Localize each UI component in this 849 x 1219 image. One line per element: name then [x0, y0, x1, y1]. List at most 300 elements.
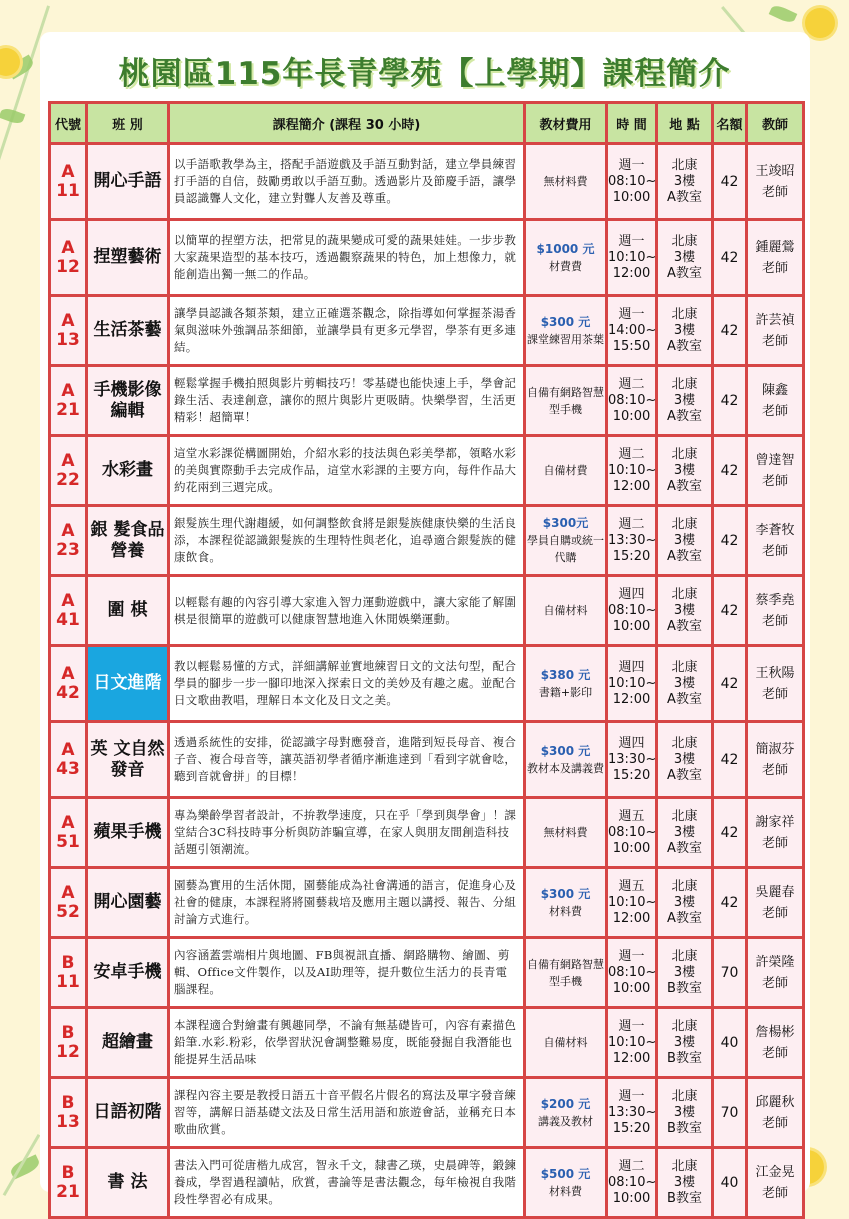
course-place-floor: 3樓 [673, 392, 696, 408]
course-quota: 42 [713, 366, 747, 436]
course-code-number: 22 [56, 469, 80, 490]
course-teacher-name: 邱麗秋 [755, 1094, 795, 1110]
course-fee-note: 自備材費 [543, 464, 588, 477]
course-place-cell [657, 722, 713, 798]
course-fee-cell [525, 436, 607, 506]
course-teacher-name: 許榮隆 [755, 954, 795, 970]
course-place-room: A教室 [667, 408, 702, 424]
course-fee-cell [525, 144, 607, 220]
course-day: 週一 [618, 1088, 645, 1104]
course-teacher-title: 老師 [761, 1045, 788, 1061]
course-quota: 70 [713, 938, 747, 1008]
course-place-room: A教室 [667, 910, 702, 926]
course-quota: 42 [713, 868, 747, 938]
course-name: 安卓手機 [87, 938, 169, 1008]
course-place-room: A教室 [667, 548, 702, 564]
course-time-start: 10:10~ [608, 894, 657, 910]
course-time-start: 10:10~ [608, 249, 657, 265]
course-name: 英 文自然發音 [87, 722, 169, 798]
course-place-building: 北康 [671, 586, 698, 602]
course-place-cell [657, 938, 713, 1008]
header-desc: 課程簡介 (課程 30 小時) [169, 103, 525, 144]
course-teacher-cell [747, 506, 804, 576]
course-time-cell [607, 798, 657, 868]
course-day: 週二 [618, 376, 645, 392]
course-description: 讓學員認識各類茶類，建立正確選茶觀念，除指導如何掌握茶湯香氣與滋味外強調品茶細節，並讓學員有更多元學習，學茶有更多連結。 [169, 296, 525, 366]
course-place-building: 北康 [671, 157, 698, 173]
course-name: 書 法 [87, 1148, 169, 1218]
course-description: 教以輕鬆易懂的方式，詳細講解並實地練習日文的文法句型，配合學員的腳步一步一腳印地深入探索日文的美妙及有趣之處。並配合日文歌曲教唱，理解日本文化及日文之美。 [169, 646, 525, 722]
course-time-end: 15:50 [612, 338, 651, 354]
course-place-room: A教室 [667, 767, 702, 783]
course-code-letter: B [61, 952, 75, 973]
course-day: 週二 [618, 1158, 645, 1174]
course-time-start: 10:10~ [608, 462, 657, 478]
course-teacher-cell [747, 868, 804, 938]
course-fee-note: 講義及教材 [538, 1114, 593, 1128]
course-code-cell [50, 296, 87, 366]
course-code-letter: A [61, 520, 75, 541]
course-day: 週四 [618, 659, 645, 675]
course-description: 園藝為實用的生活休閒，園藝能成為社會溝通的語言，促進身心及社會的健康，本課程將將園藝栽培及應用主題以講授、報告、分組討論方式進行。 [169, 868, 525, 938]
course-name: 手機影像編輯 [87, 366, 169, 436]
course-description: 以手語歌教學為主，搭配手語遊戲及手語互動對話，建立學員練習打手語的自信，鼓勵勇敢以手語互動。透過影片及節慶手語，讓學員認識聾人文化，建立對聾人友善及尊重。 [169, 144, 525, 220]
course-teacher-cell [747, 722, 804, 798]
header-place: 地 點 [657, 103, 713, 144]
course-description: 以簡單的捏塑方法，把常見的蔬果變成可愛的蔬果娃娃。一步步教大家蔬果造型的基本技巧，透過觀察蔬果的特色，加上想像力，就能創造出獨一無二的作品。 [169, 220, 525, 296]
course-day: 週五 [618, 878, 645, 894]
course-time-start: 14:00~ [608, 322, 657, 338]
course-code-cell [50, 366, 87, 436]
course-place-room: A教室 [667, 189, 702, 205]
course-fee-note: 材料費 [549, 1184, 582, 1198]
course-place-cell [657, 1078, 713, 1148]
course-quota: 42 [713, 798, 747, 868]
course-teacher-cell [747, 1148, 804, 1218]
course-code-number: 11 [56, 180, 80, 201]
course-time-start: 08:10~ [608, 392, 657, 408]
course-code-letter: A [61, 663, 75, 684]
course-place-building: 北康 [671, 516, 698, 532]
course-quota: 40 [713, 1148, 747, 1218]
course-day: 週一 [618, 157, 645, 173]
course-quota: 42 [713, 576, 747, 646]
course-description: 內容涵蓋雲端相片與地圖、FB與視訊直播、網路購物、繪圖、剪輯、Office文件製作，以及AI助理等，提升數位生活力的長青電腦課程。 [169, 938, 525, 1008]
course-code-number: 21 [56, 1181, 80, 1202]
course-fee-amount: $300 元 [540, 743, 591, 758]
course-teacher-title: 老師 [761, 975, 788, 991]
course-teacher-title: 老師 [761, 543, 788, 559]
course-code-letter: A [61, 739, 75, 760]
course-time-cell [607, 722, 657, 798]
course-day: 週一 [618, 1018, 645, 1034]
course-fee-amount: $1000 元 [536, 241, 595, 256]
course-teacher-title: 老師 [761, 835, 788, 851]
course-place-building: 北康 [671, 306, 698, 322]
course-fee-cell [525, 296, 607, 366]
course-teacher-name: 曾達智 [755, 452, 795, 468]
header-code: 代號 [50, 103, 87, 144]
course-teacher-title: 老師 [761, 1115, 788, 1131]
course-teacher-name: 謝家祥 [755, 814, 795, 830]
course-place-building: 北康 [671, 1018, 698, 1034]
course-time-end: 15:20 [612, 1120, 651, 1136]
course-teacher-title: 老師 [761, 333, 788, 349]
course-fee-cell [525, 220, 607, 296]
course-place-building: 北康 [671, 1158, 698, 1174]
course-place-floor: 3樓 [673, 751, 696, 767]
course-teacher-cell [747, 296, 804, 366]
table-row [50, 868, 804, 938]
course-day: 週二 [618, 446, 645, 462]
table-row [50, 798, 804, 868]
course-code-cell [50, 1148, 87, 1218]
table-row [50, 938, 804, 1008]
course-place-room: A教室 [667, 618, 702, 634]
course-code-number: 23 [56, 539, 80, 560]
course-fee-amount: $300 元 [540, 886, 591, 901]
header-time: 時 間 [607, 103, 657, 144]
course-time-end: 10:00 [612, 840, 651, 856]
table-row [50, 144, 804, 220]
course-name: 蘋果手機 [87, 798, 169, 868]
course-name: 開心園藝 [87, 868, 169, 938]
course-fee-cell [525, 798, 607, 868]
course-fee-amount: $200 元 [540, 1096, 591, 1111]
course-description: 銀髮族生理代謝趨緩，如何調整飲食將是銀髮族健康快樂的生活良添，本課程從認識銀髮族的生理特性與老化，追尋適合銀髮族的健康飲食。 [169, 506, 525, 576]
course-time-start: 10:10~ [608, 1034, 657, 1050]
header-quota: 名額 [713, 103, 747, 144]
course-time-cell [607, 868, 657, 938]
course-code-number: 13 [56, 329, 80, 350]
course-teacher-cell [747, 798, 804, 868]
course-time-start: 10:10~ [608, 675, 657, 691]
course-teacher-title: 老師 [761, 403, 788, 419]
course-time-end: 12:00 [612, 691, 651, 707]
course-place-cell [657, 798, 713, 868]
course-time-end: 10:00 [612, 618, 651, 634]
course-code-cell [50, 938, 87, 1008]
course-description: 本課程適合對繪畫有興趣同學，不論有無基礎皆可，內容有素描色鉛筆.水彩.粉彩，依學習狀況會調整難易度，既能發掘自我潛能也能提昇生活品味 [169, 1008, 525, 1078]
course-name: 日語初階 [87, 1078, 169, 1148]
course-fee-cell [525, 938, 607, 1008]
course-teacher-name: 江金晃 [755, 1164, 795, 1180]
course-code-number: 41 [56, 609, 80, 630]
course-quota: 42 [713, 296, 747, 366]
course-teacher-title: 老師 [761, 473, 788, 489]
course-code-letter: A [61, 237, 75, 258]
table-row [50, 296, 804, 366]
course-place-floor: 3樓 [673, 532, 696, 548]
page-title: 桃園區115年長青學苑【上學期】課程簡介 [118, 56, 731, 92]
course-code-cell [50, 1008, 87, 1078]
course-teacher-name: 詹楊彬 [755, 1024, 795, 1040]
course-description: 以輕鬆有趣的內容引導大家進入智力運動遊戲中，讓大家能了解圍棋是很簡單的遊戲可以健康智慧地進入休閒娛樂運動。 [169, 576, 525, 646]
course-description: 輕鬆掌握手機拍照與影片剪輯技巧！零基礎也能快速上手，學會記錄生活、表達創意，讓你的照片與影片更吸睛。快樂學習，生活更精彩！超簡單！ [169, 366, 525, 436]
course-fee-amount: $300 元 [540, 314, 591, 329]
course-time-end: 12:00 [612, 910, 651, 926]
course-fee-note: 學員自購或統一代購 [527, 534, 604, 564]
table-row [50, 436, 804, 506]
course-code-letter: A [61, 310, 75, 331]
course-code-number: 21 [56, 399, 80, 420]
course-place-cell [657, 1148, 713, 1218]
course-teacher-title: 老師 [761, 905, 788, 921]
course-code-number: 13 [56, 1111, 80, 1132]
course-day: 週一 [618, 306, 645, 322]
course-description: 專為樂齡學習者設計，不拚教學速度，只在乎「學到與學會」！課堂結合3C科技時事分析與防詐騙宣導，在家人與朋友間創造科技話題引領潮流。 [169, 798, 525, 868]
course-place-building: 北康 [671, 735, 698, 751]
course-code-cell [50, 576, 87, 646]
course-time-end: 15:20 [612, 548, 651, 564]
course-time-start: 08:10~ [608, 824, 657, 840]
course-place-floor: 3樓 [673, 462, 696, 478]
course-code-letter: B [61, 1022, 75, 1043]
course-quota: 42 [713, 506, 747, 576]
course-fee-cell [525, 506, 607, 576]
course-teacher-cell [747, 436, 804, 506]
course-teacher-cell [747, 1078, 804, 1148]
course-fee-note: 無材料費 [543, 826, 588, 839]
course-fee-note: 材費費 [549, 259, 582, 273]
table-row [50, 220, 804, 296]
course-teacher-cell [747, 366, 804, 436]
header-class: 班 別 [87, 103, 169, 144]
header-teacher: 教師 [747, 103, 804, 144]
course-teacher-name: 蔡季堯 [755, 592, 795, 608]
course-fee-cell [525, 868, 607, 938]
course-place-floor: 3樓 [673, 1174, 696, 1190]
course-description: 這堂水彩課從構圖開始，介紹水彩的技法與色彩美學都，領略水彩的美與實際動手去完成作品，這堂水彩課的主要方向，每件作品大約花兩到三週完成。 [169, 436, 525, 506]
course-time-cell [607, 1008, 657, 1078]
course-code-number: 43 [56, 758, 80, 779]
course-place-building: 北康 [671, 948, 698, 964]
course-code-letter: B [61, 1162, 75, 1183]
course-place-cell [657, 506, 713, 576]
course-time-end: 12:00 [612, 478, 651, 494]
course-code-letter: A [61, 450, 75, 471]
course-place-building: 北康 [671, 376, 698, 392]
course-quota: 40 [713, 1008, 747, 1078]
course-place-floor: 3樓 [673, 322, 696, 338]
course-place-building: 北康 [671, 1088, 698, 1104]
course-time-cell [607, 938, 657, 1008]
course-quota: 42 [713, 646, 747, 722]
course-code-letter: B [61, 1092, 75, 1113]
course-place-building: 北康 [671, 808, 698, 824]
course-place-floor: 3樓 [673, 602, 696, 618]
course-time-start: 13:30~ [608, 1104, 657, 1120]
table-row [50, 1078, 804, 1148]
course-place-building: 北康 [671, 233, 698, 249]
course-place-cell [657, 646, 713, 722]
course-code-cell [50, 144, 87, 220]
course-code-cell [50, 798, 87, 868]
course-fee-note: 課堂練習用茶葉 [527, 332, 604, 346]
course-teacher-cell [747, 938, 804, 1008]
course-name: 圍 棋 [87, 576, 169, 646]
course-place-building: 北康 [671, 878, 698, 894]
course-time-end: 10:00 [612, 980, 651, 996]
course-teacher-name: 王竣昭 [755, 163, 795, 179]
course-teacher-title: 老師 [761, 1185, 788, 1201]
course-teacher-name: 吳麗春 [755, 884, 795, 900]
course-time-start: 13:30~ [608, 751, 657, 767]
course-quota: 42 [713, 220, 747, 296]
course-code-cell [50, 220, 87, 296]
course-name: 銀 髮食品營養 [87, 506, 169, 576]
course-fee-cell [525, 722, 607, 798]
course-time-cell [607, 646, 657, 722]
course-teacher-name: 簡淑芬 [755, 741, 795, 757]
course-description: 書法入門可從唐楷九成宮，智永千文，隸書乙瑛，史晨碑等，鍛鍊養成，學習過程讀帖，欣賞，書論等是書法觀念，每年檢視自我階段性學習必有成果。 [169, 1148, 525, 1218]
course-time-start: 08:10~ [608, 1174, 657, 1190]
course-place-floor: 3樓 [673, 1104, 696, 1120]
course-time-cell [607, 220, 657, 296]
course-quota: 42 [713, 436, 747, 506]
course-time-cell [607, 506, 657, 576]
course-place-room: B教室 [667, 1120, 702, 1136]
course-fee-note: 自備有網路智慧型手機 [527, 385, 604, 416]
course-code-cell [50, 436, 87, 506]
course-place-floor: 3樓 [673, 675, 696, 691]
course-quota: 42 [713, 144, 747, 220]
table-row [50, 1148, 804, 1218]
table-row [50, 646, 804, 722]
course-place-cell [657, 220, 713, 296]
course-fee-amount: $380 元 [540, 667, 591, 682]
course-time-cell [607, 1148, 657, 1218]
course-fee-amount: $500 元 [540, 1166, 591, 1181]
course-time-cell [607, 436, 657, 506]
course-fee-cell [525, 1008, 607, 1078]
table-row [50, 506, 804, 576]
course-time-start: 08:10~ [608, 964, 657, 980]
course-place-floor: 3樓 [673, 173, 696, 189]
course-time-end: 10:00 [612, 189, 651, 205]
table-header-row [50, 103, 804, 144]
course-name: 日文進階 [87, 646, 169, 722]
course-time-end: 12:00 [612, 1050, 651, 1066]
table-row [50, 576, 804, 646]
course-name: 捏塑藝術 [87, 220, 169, 296]
course-fee-amount: $300元 [542, 516, 589, 530]
course-fee-note: 材料費 [549, 904, 582, 918]
decorative-leaf [769, 3, 798, 25]
course-fee-cell [525, 646, 607, 722]
course-place-cell [657, 576, 713, 646]
course-code-number: 42 [56, 682, 80, 703]
course-code-letter: A [61, 812, 75, 833]
course-time-cell [607, 1078, 657, 1148]
course-time-cell [607, 296, 657, 366]
course-fee-note: 無材料費 [543, 175, 588, 188]
course-fee-cell [525, 1078, 607, 1148]
course-place-floor: 3樓 [673, 249, 696, 265]
course-code-number: 11 [56, 971, 80, 992]
course-teacher-name: 許芸禎 [755, 312, 795, 328]
course-code-cell [50, 722, 87, 798]
course-place-room: B教室 [667, 1050, 702, 1066]
course-place-cell [657, 296, 713, 366]
course-teacher-title: 老師 [761, 613, 788, 629]
course-time-cell [607, 366, 657, 436]
course-teacher-name: 李蒼牧 [755, 522, 795, 538]
course-description: 透過系統性的安排，從認識字母對應發音，進階到短長母音、複合子音、複合母音等，讓英語初學者循序漸進達到「看到字就會唸，聽到音就會拼」的目標！ [169, 722, 525, 798]
course-code-number: 12 [56, 256, 80, 277]
course-place-cell [657, 868, 713, 938]
course-teacher-title: 老師 [761, 686, 788, 702]
course-place-building: 北康 [671, 446, 698, 462]
course-code-letter: A [61, 380, 75, 401]
course-place-room: B教室 [667, 980, 702, 996]
course-teacher-cell [747, 144, 804, 220]
course-place-room: B教室 [667, 1190, 702, 1206]
course-place-room: A教室 [667, 691, 702, 707]
course-day: 週五 [618, 808, 645, 824]
course-time-start: 13:30~ [608, 532, 657, 548]
course-place-floor: 3樓 [673, 1034, 696, 1050]
course-place-floor: 3樓 [673, 964, 696, 980]
course-day: 週一 [618, 948, 645, 964]
course-fee-note: 自備有網路智慧型手機 [527, 957, 604, 988]
course-quota: 70 [713, 1078, 747, 1148]
course-time-end: 12:00 [612, 265, 651, 281]
course-teacher-name: 王秋陽 [755, 665, 795, 681]
table-row [50, 722, 804, 798]
course-code-letter: A [61, 590, 75, 611]
course-fee-note: 書籍+影印 [538, 685, 593, 699]
course-teacher-title: 老師 [761, 184, 788, 200]
course-fee-note: 自備材料 [543, 1036, 588, 1049]
course-day: 週四 [618, 735, 645, 751]
decorative-flower [805, 8, 835, 38]
course-name: 開心手語 [87, 144, 169, 220]
decorative-leaf [0, 106, 25, 125]
course-code-number: 12 [56, 1041, 80, 1062]
course-teacher-cell [747, 220, 804, 296]
course-time-end: 15:20 [612, 767, 651, 783]
course-place-floor: 3樓 [673, 894, 696, 910]
course-day: 週二 [618, 516, 645, 532]
course-time-start: 08:10~ [608, 602, 657, 618]
header-fee: 教材費用 [525, 103, 607, 144]
course-day: 週四 [618, 586, 645, 602]
course-time-end: 10:00 [612, 408, 651, 424]
course-fee-cell [525, 1148, 607, 1218]
course-name: 水彩畫 [87, 436, 169, 506]
course-time-cell [607, 144, 657, 220]
course-fee-note: 教材本及講義費 [527, 761, 604, 775]
course-place-floor: 3樓 [673, 824, 696, 840]
course-quota: 42 [713, 722, 747, 798]
course-name: 生活茶藝 [87, 296, 169, 366]
course-teacher-name: 鍾麗鶯 [755, 239, 795, 255]
course-place-cell [657, 1008, 713, 1078]
course-code-cell [50, 1078, 87, 1148]
course-code-cell [50, 646, 87, 722]
course-teacher-name: 陳鑫 [761, 382, 788, 398]
course-time-start: 08:10~ [608, 173, 657, 189]
course-teacher-cell [747, 646, 804, 722]
course-teacher-cell [747, 576, 804, 646]
course-code-number: 52 [56, 901, 80, 922]
course-time-end: 10:00 [612, 1190, 651, 1206]
course-place-cell [657, 366, 713, 436]
course-code-cell [50, 868, 87, 938]
course-description: 課程內容主要是教授日語五十音平假名片假名的寫法及單字發音練習等，講解日語基礎文法及日常生活用語和旅遊會話，並稱充日本歌曲欣賞。 [169, 1078, 525, 1148]
course-table [48, 101, 805, 1219]
